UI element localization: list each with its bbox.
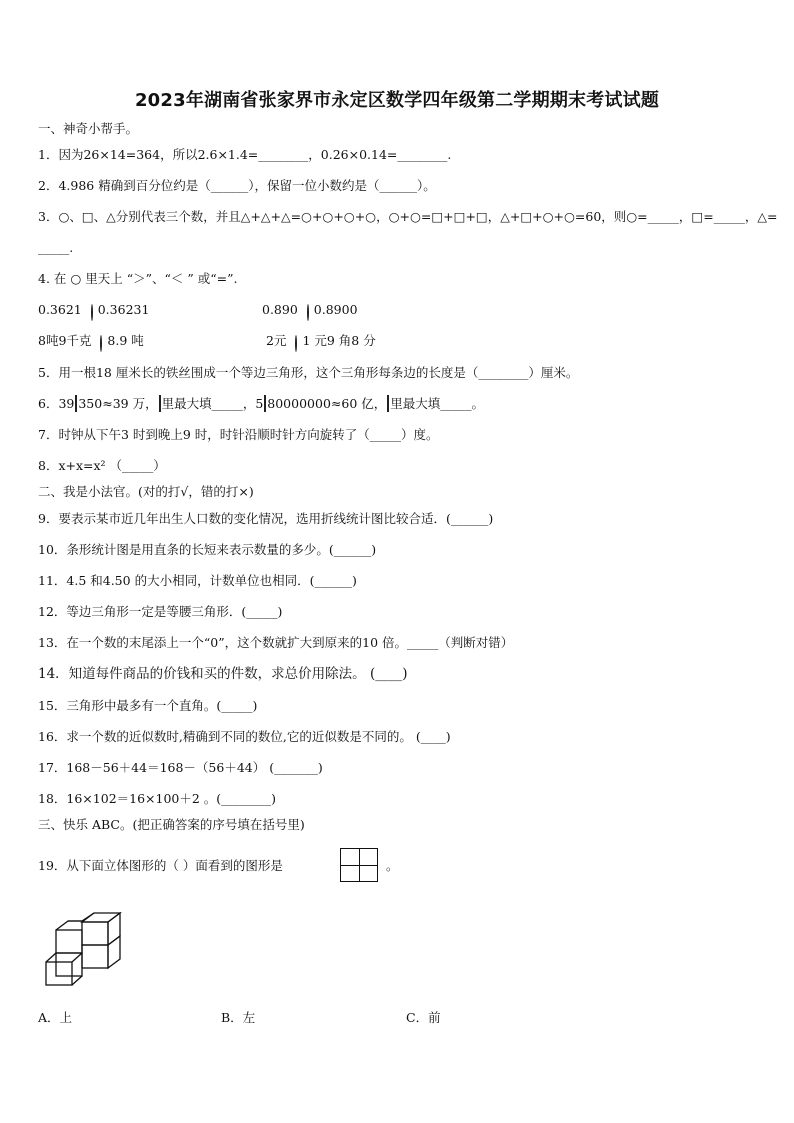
page-title: 2023年湖南省张家界市永定区数学四年级第二学期期末考试试题 [134, 90, 660, 111]
question-6: 6．39 350≈39 万， 里最大填_____，5 80000000≈60 亿， 里最大填_____。 [38, 396, 485, 411]
option-a[interactable]: A．上 [38, 1010, 73, 1025]
option-b[interactable]: B．左 [221, 1010, 256, 1025]
compare-left-b: 0.890 [262, 302, 298, 317]
question-11: 11．4.5 和4.50 的大小相同，计数单位也相同．(______) [38, 573, 357, 588]
compare-right-c: 8.9 吨 [107, 333, 144, 348]
compare-left-c: 8吨9千克 [38, 333, 92, 348]
question-13: 13．在一个数的末尾添上一个“0”，这个数就扩大到原来的10 倍。_____（判断对错） [38, 635, 514, 650]
question-12: 12．等边三角形一定是等腰三角形．(_____) [38, 604, 283, 619]
question-14: 14．知道每件商品的价钱和买的件数，求总价用除法。 (____) [38, 666, 408, 682]
section-heading-3: 三、快乐 ABC。(把正确答案的序号填在括号里) [38, 817, 305, 832]
section-heading-2: 二、我是小法官。(对的打√，错的打×) [38, 484, 254, 499]
question-2: 2．4.986 精确到百分位约是（______），保留一位小数约是（______）。 [38, 178, 436, 193]
blank-circle-icon[interactable] [100, 335, 102, 352]
section-heading-1: 一、神奇小帮手。 [38, 121, 139, 136]
blank-circle-icon[interactable] [295, 335, 297, 352]
blank-square-icon [159, 395, 161, 412]
compare-right-b: 0.8900 [313, 302, 358, 317]
question-15: 15．三角形中最多有一个直角。(_____) [38, 698, 258, 713]
question-18: 18．16×102＝16×100＋2 。(________) [38, 791, 277, 806]
question-16: 16．求一个数的近似数时,精确到不同的数位,它的近似数是不同的。 (____) [38, 729, 451, 744]
question-4-row-1b [262, 302, 358, 321]
question-3: 3．○、□、△分别代表三个数，并且△+△+△=○+○+○+○，○+○=□+□+□，△+□+○+○=60，则○=_____，□=_____，△= [38, 209, 778, 224]
question-5: 5．用一根18 厘米长的铁丝围成一个等边三角形，这个三角形每条边的长度是（________）厘米。 [38, 365, 579, 380]
compare-right-d: 1 元9 角8 分 [302, 333, 376, 348]
compare-left-d: 2元 [266, 333, 287, 348]
stacked-cubes-figure [44, 910, 134, 990]
question-7: 7．时钟从下午3 时到晚上9 时，时针沿顺时针方向旋转了（_____）度。 [38, 427, 439, 442]
question-19-end: 。 [386, 858, 399, 873]
blank-circle-icon[interactable] [307, 304, 309, 321]
blank-square-icon [387, 395, 389, 412]
question-8: 8．x+x=x² （_____） [38, 458, 166, 473]
blank-square-icon [264, 395, 266, 412]
compare-right-a: 0.36231 [97, 302, 150, 317]
question-4-row-1 [38, 302, 149, 321]
question-4-row-2 [38, 333, 144, 352]
question-9: 9．要表示某市近几年出生人口数的变化情况，选用折线统计图比较合适．(______) [38, 511, 494, 526]
question-10: 10．条形统计图是用直条的长短来表示数量的多少。(______) [38, 542, 377, 557]
question-1: 1．因为26×14=364，所以2.6×1.4=________，0.26×0.14=________. [38, 147, 452, 162]
view-grid-icon [340, 848, 378, 882]
option-c[interactable]: C．前 [406, 1010, 441, 1025]
compare-left-a: 0.3621 [38, 302, 82, 317]
question-4-row-2b [266, 333, 376, 352]
question-17: 17．168－56＋44＝168－（56＋44） (_______) [38, 760, 323, 775]
blank-circle-icon[interactable] [91, 304, 93, 321]
question-3-continued: _____. [38, 240, 74, 255]
question-4: 4. 在 ○ 里天上 “＞”、“＜ ” 或“=”. [38, 271, 238, 286]
question-19: 19．从下面立体图形的（ ）面看到的图形是 [38, 858, 283, 873]
